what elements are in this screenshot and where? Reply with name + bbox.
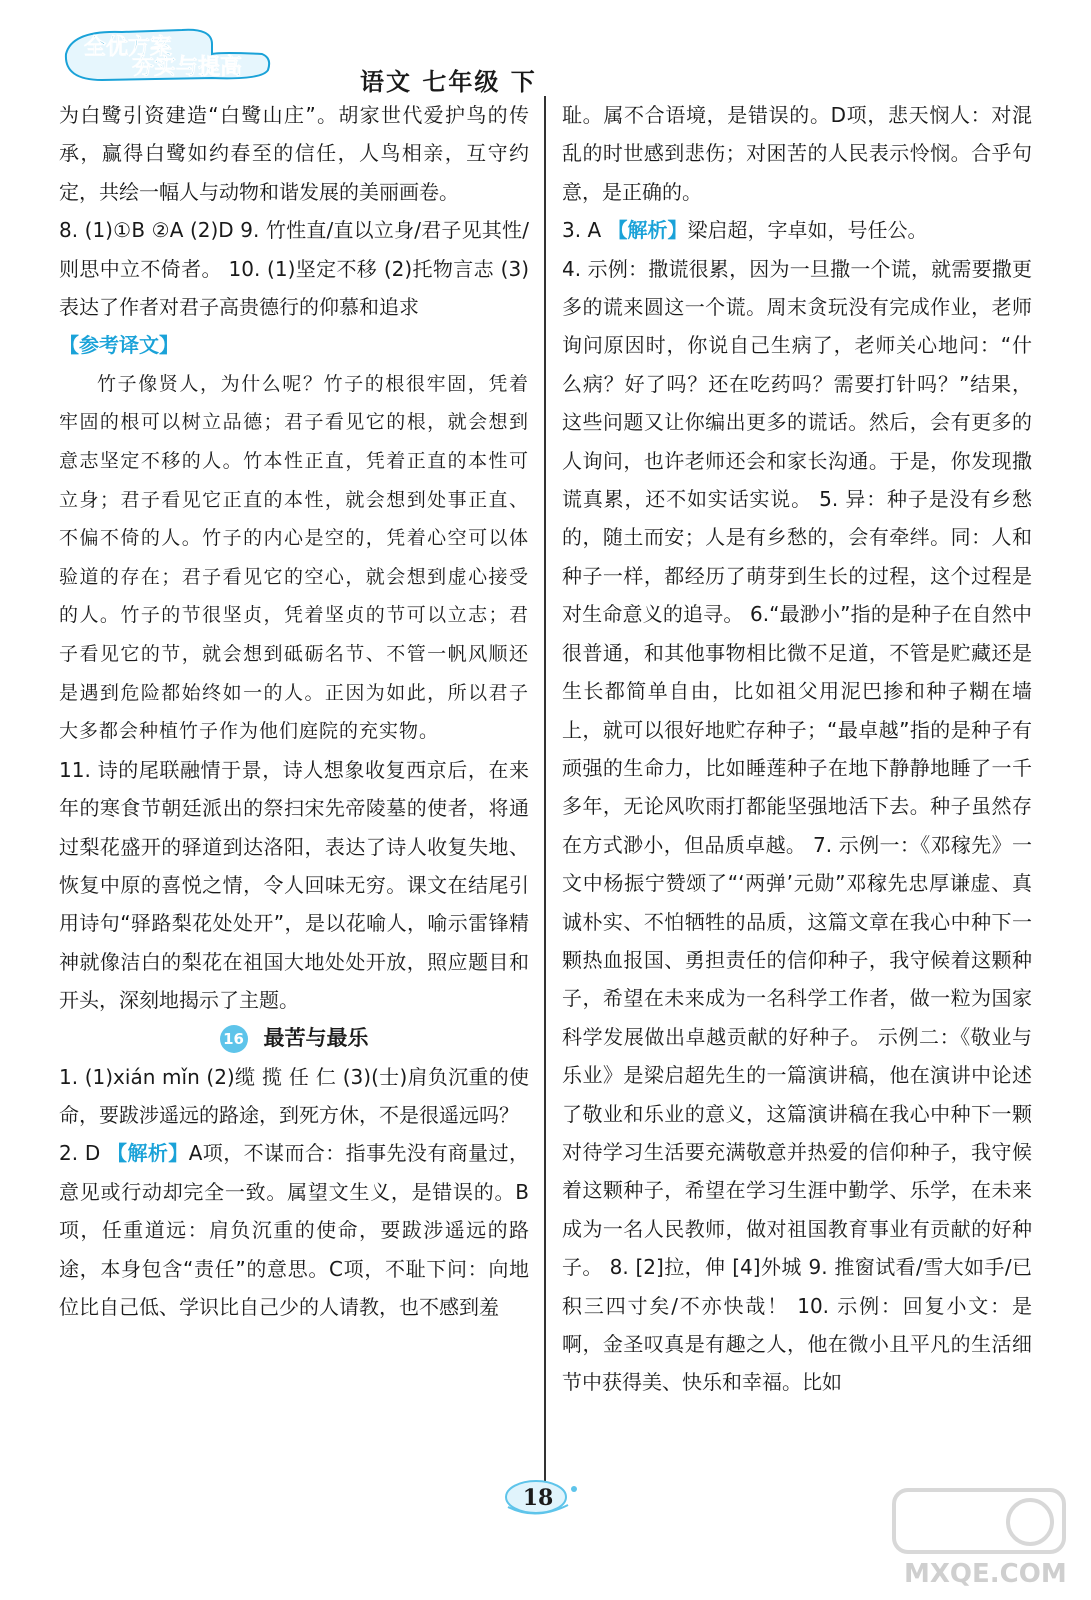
translation-tag: 【参考译文】 (59, 333, 179, 358)
series-logo (62, 24, 274, 82)
subject-title: 语文 七年级 下 (360, 68, 537, 96)
column-divider (544, 96, 546, 1501)
watermark-text: MXQE.COM (904, 1559, 1067, 1589)
logo-line1: 全优方案 (84, 35, 173, 60)
page-header (62, 18, 542, 96)
lesson-number-badge: 16 (220, 1025, 248, 1053)
page-number-badge (496, 1477, 580, 1519)
logo-line2: 夯实与提高 (132, 55, 243, 80)
answer-1: 1. (1)xián mǐn (2)缆 揽 任 仁 (3)(士)肩负沉重的使命，要跋涉遥远的路途，到死方休，不是很遥远吗？ (59, 1064, 529, 1128)
watermark-logo (880, 1482, 1070, 1592)
answers-4-10: 4. 示例：撒谎很累，因为一旦撒一个谎，就需要撒更多的谎来圆这一个谎。周末贪玩没有完成作业，老师询问原因时，你说自己生病了，老师关心地问：“什么病？好了吗？还在吃药吗？需要打针吗？”结果，这些问题又让你编出更多的谎话。然后，会有更多的人询问，也许老师还会和家长沟通。于是，你发现撒谎真累，还不如实话实说。 5. 异：种子是没有乡愁的，随土而安；人是有乡愁的，会有牵绊。同：人和种子一样，都经历了萌芽到生长的过程，这个过程是对生命意义的追寻。 6.“最渺小”指的是种子在自然中很普通，和其他事物相比微不足道，不管是贮藏还是生长都简单自由，比如祖父用泥巴掺和种子糊在墙上，就可以很好地贮存种子；“最卓越”指的是种子有顽强的生命力，比如睡莲种子在地下静静地睡了一千多年，无论风吹雨打都能坚强地活下去。种子虽然存在方式渺小，但品质卓越。 7. 示例一：《邓稼先》一文中杨振宁赞颂了“‘两弹’元勋”邓稼先忠厚谦虚、真诚朴实、不怕牺牲的品质，这篇文章在我心中种下一颗热血报国、勇担责任的信仰种子，我守候着这颗种子，希望在未来成为一名科学工作者，做一粒为国家科学发展做出卓越贡献的好种子。 示例二：《敬业与乐业》是梁启超先生的一篇演讲稿，他在演讲中论述了敬业和乐业的意义，这篇演讲稿在我心中种下一颗对待学习生活要充满敬意并热爱的信仰种子，我守候着这颗种子，希望在学习生涯中勤学、乐学，在未来成为一名人民教师，做对祖国教育事业有贡献的好种子。 8. [2]拉，伸 [4]外城 9. 推窗试看/雪大如手/已积三四寸矣/不亦快哉！ 10. 示例：回复小文：是啊，金圣叹真是有趣之人，他在微小且平凡的生活细节中获得美、快乐和幸福。比如 (562, 256, 1032, 1395)
page-number: 18 (522, 1485, 554, 1511)
answers-8-10: 8. (1)①B ②A (2)D 9. 竹性直/直以立身/君子见其性/则思中立不倚者。 10. (1)坚定不移 (2)托物言志 (3)表达了作者对君子高贵德行的仰慕和追求 (59, 218, 529, 320)
answer-2 (59, 1134, 529, 1326)
answer-3-choice: 3. A (562, 218, 608, 243)
lesson-heading (59, 1020, 529, 1058)
reference-translation: 竹子像贤人，为什么呢？竹子的根很牢固，凭着牢固的根可以树立品德；君子看见它的根，就会想到意志坚定不移的人。竹本性正直，凭着正直的本性可立身；君子看见它正直的本性，就会想到处事正直、不偏不倚的人。竹子的内心是空的，凭着心空可以体验道的存在；君子看见它的空心，就会想到虚心接受的人。竹子的节很坚贞，凭着坚贞的节可以立志；君子看见它的节，就会想到砥砺名节、不管一帆风顺还是遇到危险都始终如一的人。正因为如此，所以君子大多都会种植竹子作为他们庭院的充实物。 (59, 372, 529, 743)
left-column (59, 96, 529, 1326)
answer-11: 11. 诗的尾联融情于景，诗人想象收复西京后，在来年的寒食节朝廷派出的祭扫宋先帝陵墓的使者，将通过梨花盛开的驿道到达洛阳，表达了诗人收复失地、恢复中原的喜悦之情，令人回味无穷。课文在结尾引用诗句“驿路梨花处处开”，是以花喻人，喻示雷锋精神就像洁白的梨花在祖国大地处处开放，照应题目和开头，深刻地揭示了主题。 (59, 757, 529, 1013)
answer-3-analysis: 梁启超，字卓如，号任公。 (687, 218, 928, 243)
answer-2-continued: 耻。属不合语境，是错误的。D项，悲天悯人：对混乱的时世感到悲伤；对困苦的人民表示怜悯。合乎句意，是正确的。 (562, 103, 1032, 204)
analysis-tag: 【解析】 (607, 218, 688, 243)
lesson-title: 最苦与最乐 (263, 1026, 369, 1051)
right-column (562, 96, 1032, 1402)
answer-paragraph-7-end: 为白鹭引资建造“白鹭山庄”。胡家世代爱护鸟的传承，赢得白鹭如约春至的信任，人鸟相亲，互守约定，共绘一幅人与动物和谐发展的美丽画卷。 (59, 103, 529, 204)
answer-2-choice: 2. D (59, 1141, 108, 1166)
answer-3 (562, 211, 1032, 249)
answer-2-analysis: A项，不谋而合：指事先没有商量过，意见或行动却完全一致。属望文生义，是错误的。B项，任重道远：肩负沉重的使命，要跋涉遥远的路途，本身包含“责任”的意思。C项，不耻下问：向地位比自己低、学识比自己少的人请教，也不感到羞 (59, 1141, 529, 1320)
analysis-tag: 【解析】 (107, 1141, 189, 1166)
